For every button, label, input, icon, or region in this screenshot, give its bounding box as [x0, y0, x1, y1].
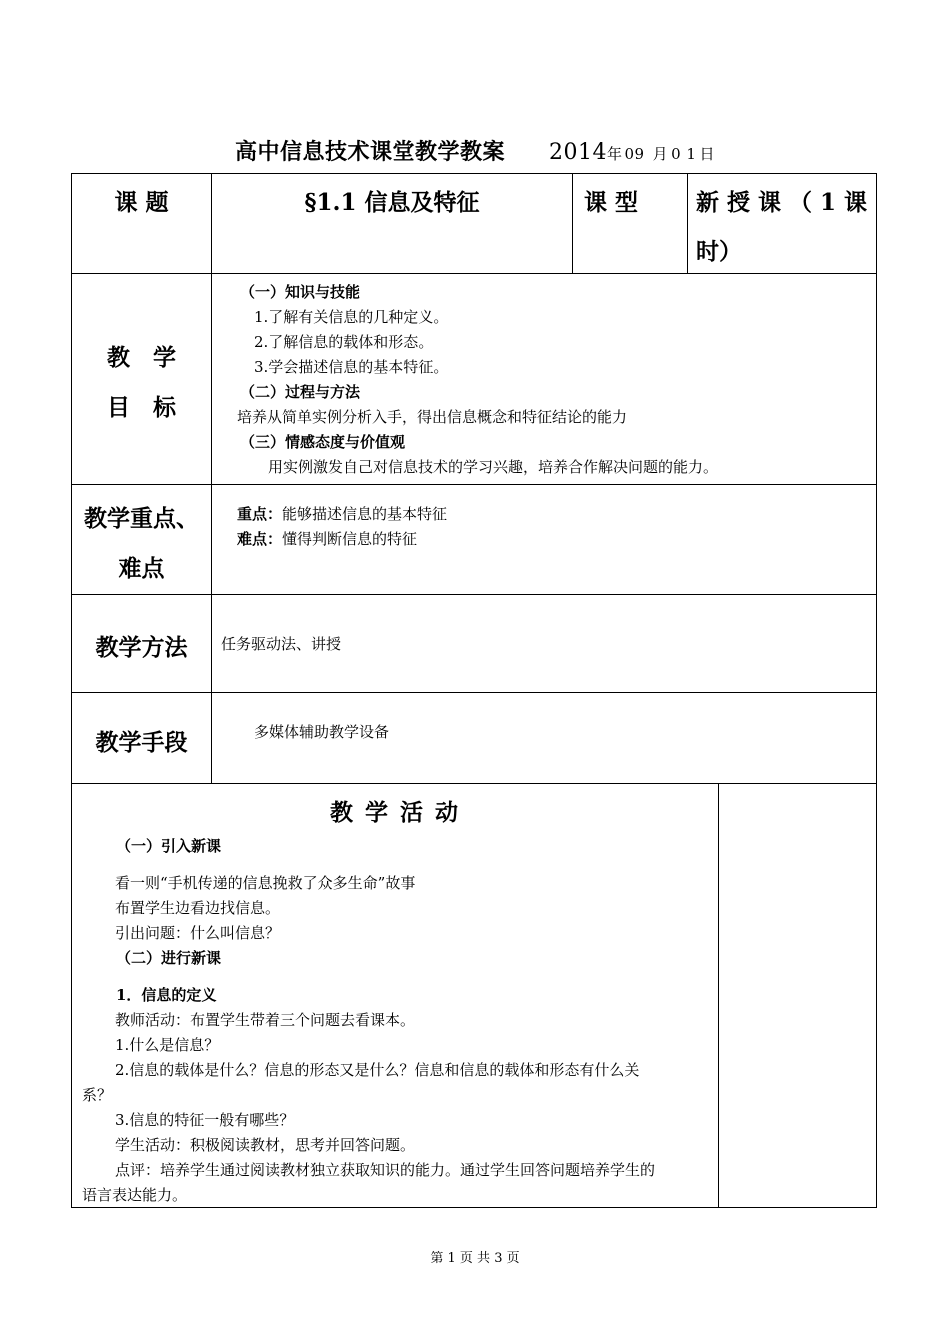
- intro-heading: （一）引入新课: [116, 837, 222, 855]
- key-point-label: 重点：: [237, 505, 283, 523]
- table-border-bottom: [71, 1207, 877, 1208]
- date-yue: 月: [652, 145, 669, 163]
- keypoints-label-line1: 教学重点、: [84, 505, 199, 532]
- key-point: [237, 502, 447, 527]
- row-divider: [71, 273, 877, 274]
- means-value: 多媒体辅助教学设备: [254, 723, 390, 741]
- comment-line-cont: 语言表达能力。: [82, 1186, 188, 1204]
- row-divider: [71, 594, 877, 595]
- new-lesson-heading: （二）进行新课: [116, 949, 222, 967]
- lesson-type-value-cont: 时）: [696, 238, 742, 265]
- goals-label-line1: 教 学: [107, 344, 176, 371]
- column-divider: [572, 173, 573, 274]
- goal-item: 用实例激发自己对信息技术的学习兴趣，培养合作解决问题的能力。: [268, 458, 719, 476]
- question-item: 2.信息的载体是什么？信息的形态又是什么？信息和信息的载体和形态有什么关: [115, 1061, 640, 1079]
- method-value: 任务驱动法、讲授: [221, 635, 342, 653]
- keypoints-label-line2: 难点: [118, 555, 165, 582]
- row-divider: [71, 692, 877, 693]
- goal-item: 3.学会描述信息的基本特征。: [254, 358, 449, 376]
- goal-heading-attitude: （三）情感态度与价值观: [240, 433, 406, 451]
- lesson-type-label: 课 型: [584, 189, 639, 216]
- comment-line: 点评：培养学生通过阅读教材独立获取知识的能力。通过学生回答问题培养学生的: [115, 1161, 656, 1179]
- student-activity: 学生活动：积极阅读教材，思考并回答问题。: [115, 1136, 416, 1154]
- date-ri: 日: [699, 145, 715, 163]
- method-label: 教学方法: [95, 634, 188, 661]
- teacher-activity: 教师活动：布置学生带着三个问题去看课本。: [115, 1011, 416, 1029]
- goal-heading-knowledge: （一）知识与技能: [240, 283, 361, 301]
- question-item: 1.什么是信息？: [115, 1036, 220, 1054]
- lesson-type-value: 新 授 课 （ 1 课: [696, 189, 868, 216]
- column-divider: [687, 173, 688, 274]
- intro-line: 引出问题：什么叫信息？: [115, 924, 281, 942]
- row-divider: [71, 484, 877, 485]
- question-item-cont: 系？: [82, 1086, 113, 1104]
- goal-item: 2.了解信息的载体和形态。: [254, 333, 434, 351]
- goals-label-line2: 目 标: [107, 394, 176, 421]
- difficult-point-text: 懂得判断信息的特征: [282, 530, 418, 548]
- table-border-top: [71, 173, 877, 174]
- date-nian: 年: [607, 145, 623, 163]
- difficult-point: [237, 527, 417, 552]
- goal-item: 1.了解有关信息的几种定义。: [254, 308, 449, 326]
- topic-value: §1.1 信息及特征: [304, 189, 480, 216]
- activity-heading: 教 学 活 动: [329, 799, 461, 826]
- intro-line: 看一则“手机传递的信息挽救了众多生命”故事: [115, 874, 416, 892]
- notes-column-divider: [718, 783, 719, 1208]
- document-title: [0, 135, 950, 166]
- intro-line: 布置学生边看边找信息。: [115, 899, 281, 917]
- date-year: 2014: [549, 140, 607, 165]
- table-border-right: [876, 173, 877, 1208]
- topic-label: 课 题: [114, 189, 169, 216]
- table-border-left: [71, 173, 72, 1208]
- means-label: 教学手段: [95, 729, 188, 756]
- label-column-divider: [211, 173, 212, 784]
- difficult-point-label: 难点：: [237, 530, 283, 548]
- date-month: 09: [624, 145, 645, 163]
- goal-heading-process: （二）过程与方法: [240, 383, 361, 401]
- definition-subheading: 1．信息的定义: [116, 986, 217, 1004]
- goal-item: 培养从简单实例分析入手，得出信息概念和特征结论的能力: [237, 408, 628, 426]
- question-item: 3.信息的特征一般有哪些？: [115, 1111, 295, 1129]
- date-day: 0 1: [671, 145, 697, 163]
- page-footer: 第 1 页 共 3 页: [430, 1251, 520, 1266]
- key-point-text: 能够描述信息的基本特征: [282, 505, 448, 523]
- row-divider: [71, 783, 877, 784]
- lesson-plan-title: 高中信息技术课堂教学教案: [234, 139, 505, 165]
